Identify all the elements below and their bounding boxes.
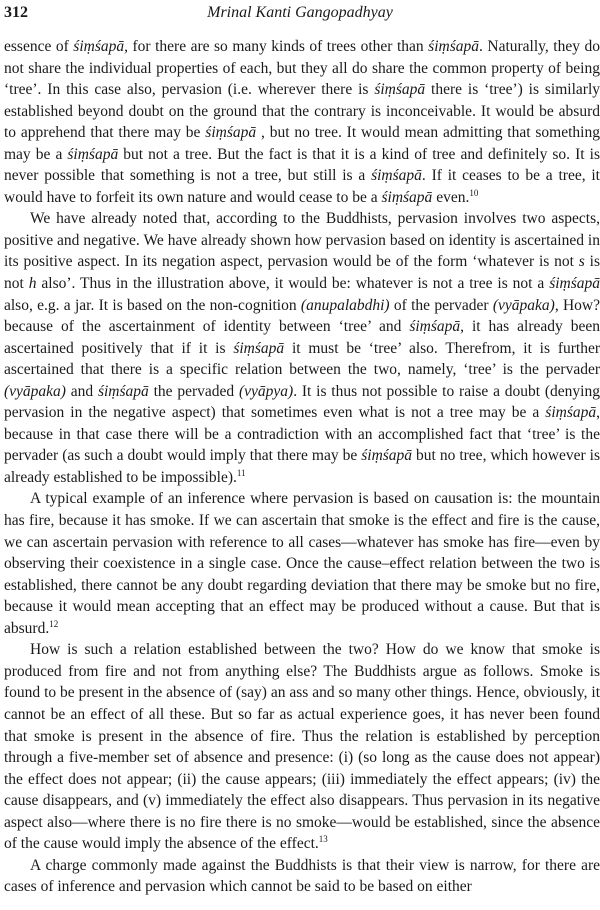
text-run: also, e.g. a jar. It is based on the non-cognition — [4, 296, 301, 314]
italic-term: śiṃśapā — [374, 81, 426, 99]
italic-term: śiṃśapā — [73, 38, 125, 55]
paragraph — [4, 488, 600, 639]
text-run: even. — [432, 188, 470, 206]
italic-term: śiṃśapā — [361, 447, 413, 465]
footnote-marker: 11 — [236, 467, 246, 478]
paragraph — [4, 208, 600, 488]
footnote-marker: 12 — [49, 618, 59, 629]
text-run: , because in that case there will be a contradiction with an accomplished fact that ‘tree’ is the pervader (as such a doubt would imply that there may be — [4, 404, 600, 465]
text-run: but not a tree. But the fact is that it is a kind of tree and definitely so. It is never possible that something is not a tree, but still is a — [4, 145, 600, 185]
text-run: also’. Thus in the illustration above, it would be: whatever is not a tree is not a — [36, 275, 550, 293]
text-run: , How? because of the ascertainment of identity between ‘tree’ and — [4, 296, 600, 336]
text-run: there is ‘tree’) is similarly established beyond doubt on the ground that the contrary is inconceivable. It would be absurd to apprehend that there may be — [4, 81, 600, 142]
running-head: Mrinal Kanti Gangopadhyay — [207, 4, 393, 21]
text-run: How is such a relation established between the two? How do we know that smoke is produced from fire and not from anything else? The Buddhists argue as follows. Smoke is found to be present in the absence of (say) an ass and so many other things. Hence, obviously, it cannot be an effect of all these. But so far as actual experience goes, it has never been found that smoke is present in the absence of fire. Thus the relation is established by perception through a five-member set of absence and presence: (i) (so long as the cause does not appear) the effect does not appear; (ii) the cause appears; (iii) immediately the effect appears; (iv) the cause disappears, and (v) immediately the effect also disappears. Thus pervasion in its negative aspect also—where there is no fire there is no smoke—would be established, since the absence of the cause would imply the absence of the effect. — [4, 641, 600, 853]
text-run: , for there are so many kinds of trees other than — [124, 38, 429, 55]
italic-term: (vyāpaka) — [492, 296, 555, 314]
italic-term: s — [578, 253, 585, 271]
text-run: , but no tree. It would mean admitting that something may be a — [4, 124, 600, 163]
text-run: is not — [4, 253, 600, 293]
italic-term: śiṃśapā — [371, 167, 422, 185]
italic-term: śiṃśapā — [233, 339, 285, 357]
text-run: it must be ‘tree’ also. Therefrom, it is further ascertained that there is a specific relation between the two, namely, ‘tree’ is the pervader — [4, 339, 600, 379]
page-number: 312 — [4, 4, 28, 21]
paragraph — [4, 639, 600, 854]
text-run: . If it ceases to be a tree, it would have to forfeit its own nature and would cease to be a — [4, 167, 600, 206]
text-run: We have already noted that, according to the Buddhists, pervasion involves two aspects, positive and negative. We have already shown how pervasion based on identity is ascertained in its positive aspect. In its negation aspect, pervasion would be of the form ‘whatever is not — [4, 210, 600, 271]
text-run: A typical example of an inference where pervasion is based on causation is: the mountain has fire, because it has smoke. If we can ascertain that smoke is the effect and fire is the cause, we can ascertain pervasion with reference to all cases—whatever has smoke has fire—even by observing their coexistence in a single case. Once the cause–effect relation between the two is established, there cannot be any doubt regarding deviation that there may be smoke but no fire, because it would mean accepting that an effect may be produced without a cause. But that is absurd. — [4, 490, 600, 637]
italic-term: śiṃśapā — [97, 382, 149, 400]
text-run: of the pervader — [389, 296, 493, 314]
text-run: the pervaded — [148, 382, 239, 400]
italic-term: (vyāpaka) — [4, 382, 66, 400]
text-run: and — [65, 382, 98, 400]
footnote-marker: 10 — [469, 187, 479, 198]
italic-term: śiṃśapā — [205, 124, 257, 142]
italic-term: śiṃśapā — [549, 275, 600, 293]
italic-term: śiṃśapā — [428, 38, 479, 55]
paragraph — [4, 855, 600, 898]
text-run: . It is thus not possible to raise a doubt (denying pervasion in the negative aspect) that sometimes even what is not a tree may be a — [4, 382, 600, 422]
italic-term: (anupalabdhi) — [300, 296, 390, 314]
text-run: . Naturally, they do not share the individual properties of each, but they all do share the common property of being ‘tree’. In this case also, pervasion (i.e. wherever there is — [4, 38, 600, 99]
page-header — [0, 0, 600, 40]
italic-term: śiṃśapā — [545, 404, 597, 422]
italic-term: śiṃśapā — [67, 145, 119, 163]
italic-term: śiṃśapā — [381, 188, 433, 206]
body-text — [4, 36, 600, 898]
text-run: essence of — [4, 38, 74, 55]
italic-term: h — [28, 275, 37, 293]
footnote-marker: 13 — [318, 834, 328, 845]
italic-term: (vyāpya) — [238, 382, 294, 400]
text-run: but no tree, which however is already established to be impossible). — [4, 447, 600, 486]
text-run: , it has already been ascertained positively that if it is — [4, 318, 600, 357]
text-run: A charge commonly made against the Buddhists is that their view is narrow, for there are cases of inference and pervasion which cannot be said to be based on either — [4, 856, 600, 896]
italic-term: śiṃśapā — [409, 318, 461, 336]
paragraph — [4, 36, 600, 208]
